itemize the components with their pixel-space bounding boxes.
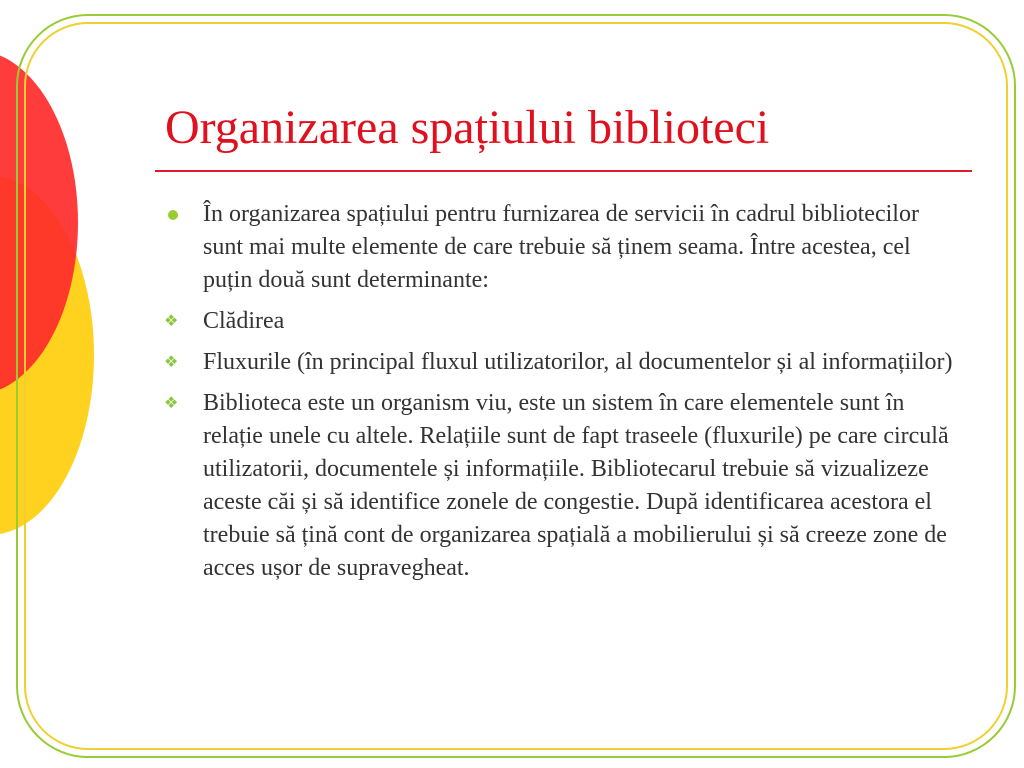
bullet-item — [160, 305, 960, 338]
title-underline — [155, 170, 972, 172]
bullet-text: Biblioteca este un organism viu, este un sistem în care elementele sunt în relație unele cu altele. Relațiile sunt de fapt traseele (fluxurile) pe care circulă utilizatorii, documentele și informațiile. Bibliotecarul trebuie să vizualizeze aceste căi și să identifice zonele de congestie. După identificarea acestora el trebuie să țină cont de organizarea spațială a mobilierului și să creeze zone de acces ușor de supravegheat. — [203, 390, 949, 581]
diamond-bullet-icon: ❖ — [164, 393, 179, 412]
bullet-text: Fluxurile (în principal fluxul utilizatorilor, al documentelor și al informațiilor) — [203, 349, 953, 375]
bullet-item — [160, 198, 960, 297]
diamond-bullet-icon: ❖ — [164, 311, 179, 330]
bullet-item — [160, 346, 960, 379]
bullet-text: Clădirea — [203, 308, 285, 334]
dot-bullet-icon — [168, 210, 178, 220]
bullet-item — [160, 387, 960, 585]
slide-title: Organizarea spațiului biblioteci — [165, 101, 770, 154]
slide-content — [160, 198, 960, 593]
diamond-bullet-icon: ❖ — [164, 352, 179, 371]
bullet-text: În organizarea spațiului pentru furnizarea de servicii în cadrul bibliotecilor sunt mai multe elemente de care trebuie să ținem seama. Între acestea, cel puțin două sunt determinante: — [203, 201, 919, 293]
